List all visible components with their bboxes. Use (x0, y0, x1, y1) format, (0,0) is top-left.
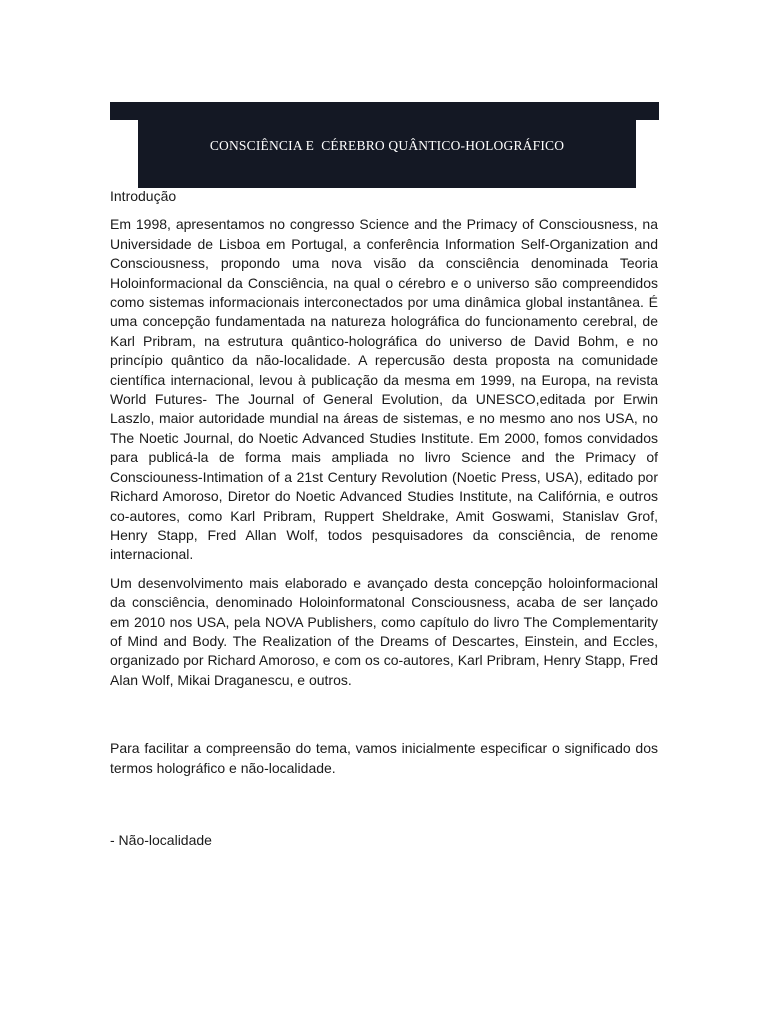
paragraph-2: Um desenvolvimento mais elaborado e avançado desta concepção holoinformacional da consciência, denominado Holoinformatonal Consciousness, acaba de ser lançado em 2010 nos USA, pela NOVA Publishers, como capítulo do livro The Complementarity of Mind and Body. The Realization of the Dreams of Descartes, Einstein, and Eccles, organizado por Richard Amoroso, e com os co-autores, Karl Pribram, Henry Stapp, Fred Alan Wolf, Mikai Draganescu, e outros. (110, 574, 658, 688)
paragraph-3: Para facilitar a compreensão do tema, vamos inicialmente especificar o significado dos termos holográfico e não-localidade. (110, 740, 658, 776)
spacer (110, 787, 658, 831)
intro-heading: Introdução (110, 188, 177, 204)
paragraph-1: Em 1998, apresentamos no congresso Science and the Primacy of Consciousness, na Universidade de Lisboa em Portugal, a conferência Information Self-Organization and Consciousness, propondo uma nova visão da consciência denominada Teoria Holoinformacional da Consciência, na qual o cérebro e o universo são compreendidos como sistemas informacionais interconectados por uma dinâmica global instantânea. É uma concepção fundamentada na natureza holográfica do funcionamento cerebral, de Karl Pribram, na estrutura quântico-holográfica do universo de David Bohm, e no princípio quântico da não-localidade. A repercusão desta proposta na comunidade científica internacional, levou à publicação da mesma em 1999, na Europa, na revista World Futures- The Journal of General Evolution, da UNESCO,editada por Erwin Laszlo, maior autoridade mundial na áreas de sistemas, e no mesmo ano nos USA, no The Noetic Journal, do Noetic Advanced Studies Institute. Em 2000, fomos convidados para publicá-la de forma mais ampliada no livro Science and the Primacy of Consciouness-Intimation of a 21st Century Revolution (Noetic Press, USA), editado por Richard Amoroso, Diretor do Noetic Advanced Studies Institute, na Califórnia, e outros co-autores, como Karl Pribram, Ruppert Sheldrake, Amit Goswami, Stanislav Grof, Henry Stapp, Fred Allan Wolf, todos pesquisadores da consciência, de renome internacional. (110, 216, 658, 563)
document-title: CONSCIÊNCIA E CÉREBRO QUÂNTICO-HOLOGRÁFICO (209, 137, 565, 153)
title-banner (138, 102, 636, 188)
spacer (110, 699, 658, 739)
document-body (110, 187, 658, 850)
section-subheading: - Não-localidade (110, 831, 212, 848)
